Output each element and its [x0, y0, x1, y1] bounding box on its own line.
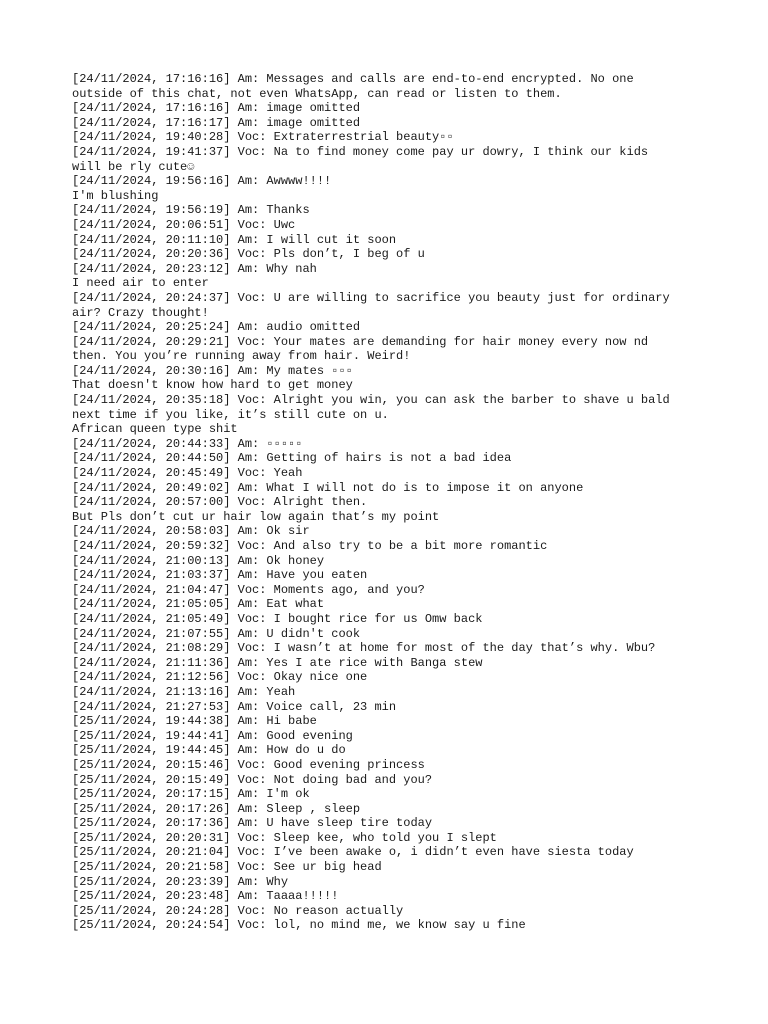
- chat-line: [25/11/2024, 20:17:26] Am: Sleep , sleep: [72, 801, 361, 816]
- chat-line: [24/11/2024, 20:11:10] Am: I will cut it soon: [72, 232, 397, 247]
- chat-line: I need air to enter: [72, 276, 209, 291]
- chat-line: outside of this chat, not even WhatsApp, can read or listen to them.: [72, 86, 562, 101]
- chat-line: [25/11/2024, 20:20:31] Voc: Sleep kee, who told you I slept: [72, 830, 497, 845]
- chat-line: [24/11/2024, 17:16:17] Am: image omitted: [72, 115, 361, 130]
- chat-line: [24/11/2024, 21:13:16] Am: Yeah: [72, 684, 296, 699]
- chat-line: But Pls don’t cut ur hair low again that’s my point: [72, 509, 440, 524]
- chat-line: [25/11/2024, 20:17:15] Am: I'm ok: [72, 787, 310, 802]
- chat-line: [24/11/2024, 20:06:51] Voc: Uwc: [72, 217, 296, 232]
- chat-line: air? Crazy thought!: [72, 305, 209, 320]
- chat-line: [24/11/2024, 21:12:56] Voc: Okay nice one: [72, 670, 368, 685]
- chat-line: [25/11/2024, 20:24:54] Voc: lol, no mind me, we know say u fine: [72, 918, 526, 933]
- chat-transcript: [72, 72, 712, 933]
- chat-line: [24/11/2024, 21:03:37] Am: Have you eaten: [72, 568, 368, 583]
- chat-line: [25/11/2024, 20:21:58] Voc: See ur big head: [72, 860, 382, 875]
- chat-line: [24/11/2024, 20:44:50] Am: Getting of hairs is not a bad idea: [72, 451, 512, 466]
- chat-line: will be rly cute☺: [72, 159, 195, 174]
- chat-line: [24/11/2024, 21:07:55] Am: U didn't cook: [72, 626, 361, 641]
- chat-line: [24/11/2024, 20:29:21] Voc: Your mates are demanding for hair money every now nd: [72, 334, 649, 349]
- chat-line: [25/11/2024, 20:24:28] Voc: No reason actually: [72, 903, 404, 918]
- chat-line: [24/11/2024, 21:04:47] Voc: Moments ago, and you?: [72, 582, 425, 597]
- chat-line: [24/11/2024, 19:56:19] Am: Thanks: [72, 203, 310, 218]
- chat-line: [25/11/2024, 20:23:39] Am: Why: [72, 874, 289, 889]
- chat-line: [24/11/2024, 19:40:28] Voc: Extraterrestrial beauty▫▫: [72, 130, 454, 145]
- chat-line: [24/11/2024, 19:41:37] Voc: Na to find money come pay ur dowry, I think our kids: [72, 144, 649, 159]
- chat-line: then. You you’re running away from hair. Weird!: [72, 349, 411, 364]
- chat-line: [24/11/2024, 21:27:53] Am: Voice call, 23 min: [72, 699, 397, 714]
- chat-transcript-page: [72, 72, 712, 933]
- chat-line: [25/11/2024, 20:15:46] Voc: Good evening princess: [72, 757, 425, 772]
- chat-line: [24/11/2024, 20:57:00] Voc: Alright then.: [72, 495, 368, 510]
- chat-line: That doesn't know how hard to get money: [72, 378, 353, 393]
- chat-line: [24/11/2024, 17:16:16] Am: Messages and calls are end-to-end encrypted. No one: [72, 72, 634, 86]
- chat-line: African queen type shit: [72, 422, 238, 437]
- chat-line: [24/11/2024, 20:58:03] Am: Ok sir: [72, 524, 310, 539]
- chat-line: [25/11/2024, 19:44:45] Am: How do u do: [72, 743, 346, 758]
- chat-line: [25/11/2024, 20:17:36] Am: U have sleep tire today: [72, 816, 433, 831]
- chat-line: [24/11/2024, 21:05:49] Voc: I bought rice for us Omw back: [72, 611, 483, 626]
- chat-line: [25/11/2024, 20:15:49] Voc: Not doing bad and you?: [72, 772, 433, 787]
- chat-line: [24/11/2024, 20:24:37] Voc: U are willing to sacrifice you beauty just for ordinary: [72, 290, 670, 305]
- chat-line: [24/11/2024, 20:25:24] Am: audio omitted: [72, 320, 361, 335]
- chat-line: [25/11/2024, 20:23:48] Am: Taaaa!!!!!: [72, 889, 339, 904]
- chat-line: [24/11/2024, 20:20:36] Voc: Pls don’t, I beg of u: [72, 247, 425, 262]
- chat-line: [24/11/2024, 20:59:32] Voc: And also try to be a bit more romantic: [72, 539, 548, 553]
- chat-line: [24/11/2024, 20:45:49] Voc: Yeah: [72, 466, 303, 481]
- chat-line: [24/11/2024, 20:23:12] Am: Why nah: [72, 261, 317, 276]
- chat-line: [25/11/2024, 20:21:04] Voc: I’ve been awake o, i didn’t even have siesta today: [72, 845, 634, 860]
- chat-line: [24/11/2024, 21:11:36] Am: Yes I ate rice with Banga stew: [72, 655, 483, 670]
- chat-line: [24/11/2024, 20:35:18] Voc: Alright you win, you can ask the barber to shave u bald: [72, 393, 670, 408]
- chat-line: [24/11/2024, 17:16:16] Am: image omitted: [72, 101, 361, 116]
- chat-line: [25/11/2024, 19:44:38] Am: Hi babe: [72, 714, 317, 729]
- chat-line: [24/11/2024, 21:05:05] Am: Eat what: [72, 597, 325, 612]
- chat-line: [24/11/2024, 20:30:16] Am: My mates ▫▫▫: [72, 363, 353, 378]
- chat-line: I'm blushing: [72, 188, 159, 203]
- chat-line: [24/11/2024, 21:00:13] Am: Ok honey: [72, 553, 325, 568]
- chat-line: [24/11/2024, 21:08:29] Voc: I wasn’t at home for most of the day that’s why. Wbu?: [72, 641, 656, 656]
- chat-line: [24/11/2024, 20:44:33] Am: ▫▫▫▫▫: [72, 436, 303, 451]
- chat-line: [24/11/2024, 19:56:16] Am: Awwww!!!!: [72, 174, 332, 189]
- chat-line: next time if you like, it’s still cute on u.: [72, 407, 389, 422]
- chat-line: [25/11/2024, 19:44:41] Am: Good evening: [72, 728, 353, 743]
- chat-line: [24/11/2024, 20:49:02] Am: What I will not do is to impose it on anyone: [72, 480, 584, 495]
